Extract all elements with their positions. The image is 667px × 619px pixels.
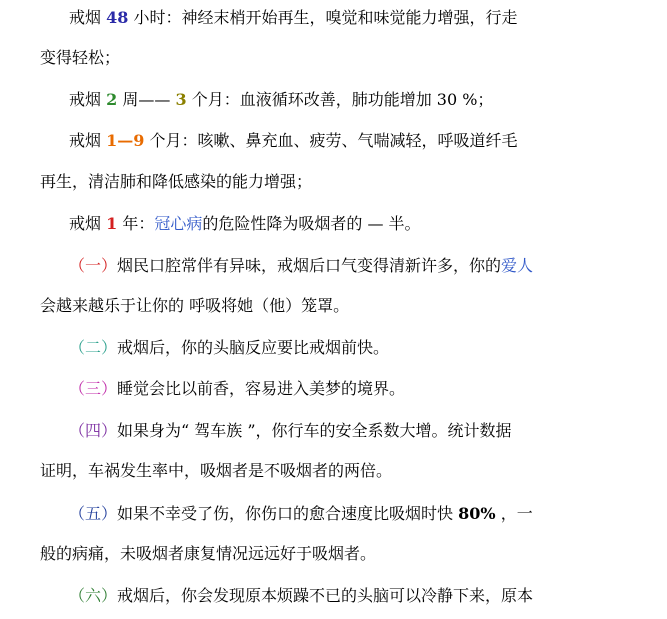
body-text: 证明，车祸发生率中，吸烟者是不吸烟者的两倍。 xyxy=(40,461,393,480)
body-text: 戒烟后，你的头脑反应要比戒烟前快。 xyxy=(117,338,390,357)
paragraph-48-hours-line2 xyxy=(40,48,640,68)
item-1-line1 xyxy=(69,256,640,276)
item-marker: （四） xyxy=(69,421,118,440)
body-text: 再生，清洁肺和降低感染的能力增强； xyxy=(40,172,313,191)
body-text: 烟民口腔常伴有异味，戒烟后口气变得清新许多，你的 xyxy=(117,256,502,275)
hours-number: 48 xyxy=(106,8,129,27)
paragraph-1-9-months-line1 xyxy=(69,131,640,151)
body-text: 如果身为“ 驾车族 ”，你行车的安全系数大增。统计数据 xyxy=(117,421,512,440)
paragraph-48-hours-line1 xyxy=(69,8,640,28)
item-3 xyxy=(69,379,640,399)
body-text: 年： xyxy=(122,214,155,233)
lead-text: 戒烟 xyxy=(69,214,102,233)
body-text: 变得轻松； xyxy=(40,48,121,67)
paragraph-2-weeks xyxy=(69,90,640,110)
item-marker: （一） xyxy=(69,256,118,275)
paragraph-1-9-months-line2 xyxy=(40,172,640,192)
percent-number: 80% xyxy=(458,504,496,523)
months-range: 1—9 xyxy=(106,131,145,150)
body-text: 个月：咳嗽、鼻充血、疲劳、气喘减轻，呼吸道纤毛 xyxy=(149,131,518,150)
body-text: 小时：神经末梢开始再生，嗅觉和味觉能力增强，行走 xyxy=(133,8,518,27)
coronary-disease-link[interactable]: 冠心病 xyxy=(154,214,203,233)
item-marker: （六） xyxy=(69,586,118,605)
item-marker: （三） xyxy=(69,379,118,398)
body-text: 般的病痛，未吸烟者康复情况远远好于吸烟者。 xyxy=(40,544,377,563)
body-text: 睡觉会比以前香，容易进入美梦的境界。 xyxy=(117,379,406,398)
item-1-line2 xyxy=(40,296,640,316)
item-5-line2 xyxy=(40,544,640,564)
lead-text: 戒烟 xyxy=(69,131,102,150)
weeks-number: 2 xyxy=(106,90,118,109)
item-4-line1 xyxy=(69,421,640,441)
body-text: 个月：血液循环改善，肺功能增加 30 %； xyxy=(191,90,494,109)
body-text: 如果不幸受了伤，你伤口的愈合速度比吸烟时快 xyxy=(117,504,454,523)
lead-text: 戒烟 xyxy=(69,90,102,109)
item-marker: （五） xyxy=(69,504,118,523)
body-text: 周—— xyxy=(122,90,171,109)
lead-text: 戒烟 xyxy=(69,8,102,27)
item-2 xyxy=(69,338,640,358)
body-text: 戒烟后，你会发现原本烦躁不已的头脑可以冷静下来，原本 xyxy=(117,586,534,605)
body-text: ，一 xyxy=(500,504,533,523)
year-number: 1 xyxy=(106,214,118,233)
body-text: 会越来越乐于让你的 呼吸将她（他）笼罩。 xyxy=(40,296,350,315)
item-6 xyxy=(69,586,640,606)
item-4-line2 xyxy=(40,461,640,481)
months-number: 3 xyxy=(175,90,187,109)
lover-link[interactable]: 爱人 xyxy=(501,256,534,275)
item-5-line1 xyxy=(69,504,640,524)
item-marker: （二） xyxy=(69,338,118,357)
body-text: 的危险性降为吸烟者的 — 半。 xyxy=(202,214,421,233)
paragraph-1-year xyxy=(69,214,640,234)
